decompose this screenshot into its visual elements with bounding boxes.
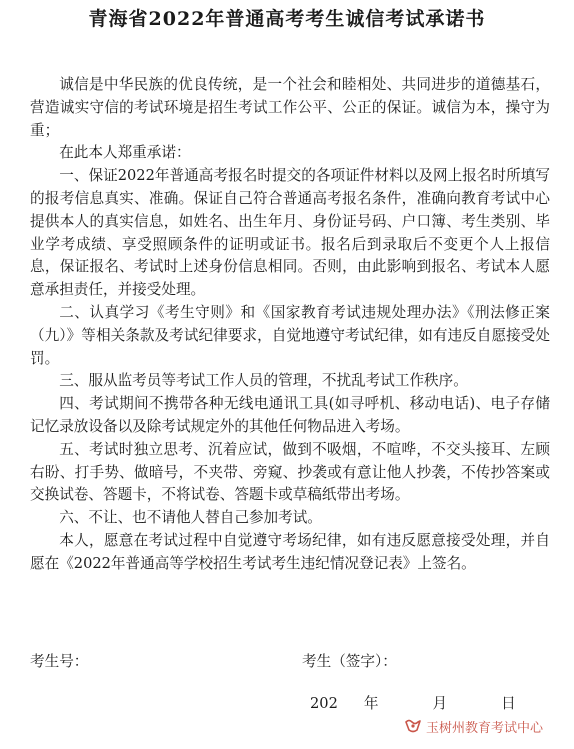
paragraph-intro: 诚信是中华民族的优良传统，是一个社会和睦相处、共同进步的道德基石，营造诚实守信的考试环境是招生考试工作公平、公正的保证。诚信为本，操守为重； [30, 76, 550, 139]
paragraph-item-1: 一、保证2022年普通高考报名时提交的各项证件材料以及网上报名时所填写的报考信息真实、准确。保证自己符合普通高考报名条件，准确向教育考试中心提供本人的真实信息，如姓名、出生年月、身份证号码、户口簿、考生类别、毕业学考成绩、享受照顾条件的证明或证书。报名后到录取后不变更个人上报信息，保证报名、考试时上述身份信息相同。否则，由此影响到报名、考试本人愿意承担责任，并接受处理。 [30, 167, 550, 299]
document-body [30, 74, 550, 576]
signature-label: 考生（签字）： [302, 653, 397, 670]
paragraph-item-3: 三、服从监考员等考试工作人员的管理，不扰乱考试工作秩序。 [59, 372, 468, 390]
document-title: 青海省2022年普通高考考生诚信考试承诺书 [88, 8, 486, 30]
date-month-unit: 月 [432, 695, 448, 712]
paragraph-closing: 本人，愿意在考试过程中自觉遵守考场纪律，如有违反愿意接受处理，并自愿在《2022年普通高等学校招生考试考生违纪情况登记表》上签名。 [30, 531, 550, 572]
watermark-text: 玉树州教育考试中心 [426, 720, 544, 736]
date-year-unit: 年 [363, 695, 379, 712]
paragraph-item-2: 二、认真学习《考生守则》和《国家教育考试违规处理办法》《刑法修正案（九）》等相关条款及考试纪律要求，自觉地遵守考试纪律，如有违反自愿接受处罚。 [30, 303, 550, 367]
paragraph-pledge-lead: 在此本人郑重承诺： [59, 144, 191, 162]
paragraph-item-6: 六、不让、也不请他人替自己参加考试。 [59, 509, 322, 527]
paragraph-item-5: 五、考试时独立思考、沉着应试，做到不吸烟，不喧哗，不交头接耳、左顾右盼、打手势、做暗号，不夹带、旁窥、抄袭或有意让他人抄袭，不传抄答案或交换试卷、答题卡，不将试卷、答题卡或草稿纸带出考场。 [30, 440, 550, 504]
date-line [310, 694, 516, 714]
wechat-channel-icon [404, 718, 422, 734]
date-year: 202 [310, 695, 338, 712]
paragraph-item-4: 四、考试期间不携带各种无线电通讯工具(如寻呼机、移动电话)、电子存储记忆录放设备以及除考试规定外的其他任何物品进入考场。 [30, 395, 550, 435]
exam-number-label: 考生号： [30, 653, 89, 670]
date-day-unit: 日 [501, 695, 516, 712]
watermark [404, 715, 543, 737]
